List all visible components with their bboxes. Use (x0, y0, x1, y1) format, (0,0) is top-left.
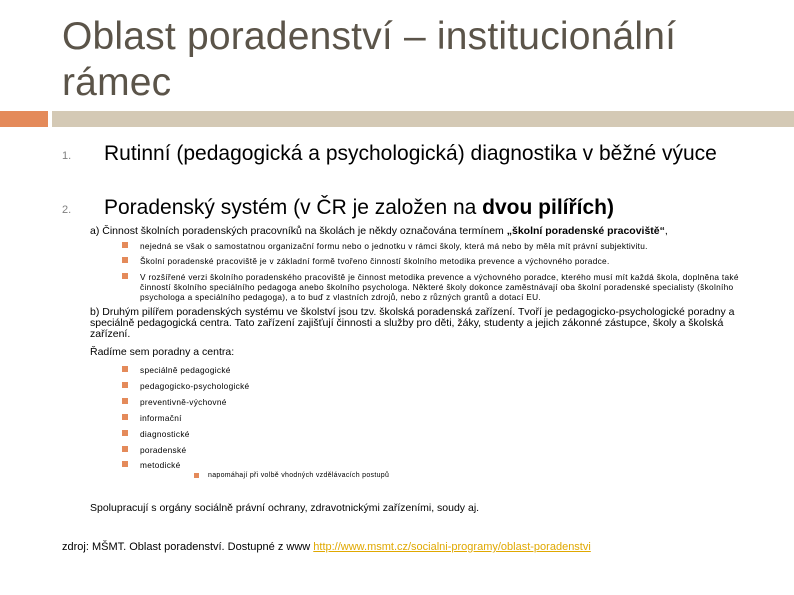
item-number: 1. (62, 150, 72, 162)
bullet-icon (122, 461, 128, 467)
item-text: Rutinní (pedagogická a psychologická) diagnostika v běžné výuce (104, 142, 717, 165)
bullet-icon (122, 257, 128, 263)
section-b-text: b) Druhým pilířem poradenských systému ve školství jsou tzv. školská poradenská zařízení. Tvoří je pedagogicko-psychologické poradny a speciálně pedagogická centra. Tato zařízení zajišťují činnosti a služby pro děti, žáky, studenty a jejich zákonné zástupce, školy a školská zařízení. (90, 306, 735, 340)
bullet-icon (122, 273, 128, 279)
bullet-icon (122, 366, 128, 372)
item-text-plain: Poradenský systém (v ČR je založen na (104, 196, 483, 219)
cooperation-note: Spolupracují s orgány sociálně právní ochrany, zdravotnickými zařízeními, soudy aj. (90, 502, 480, 514)
bullet-icon (194, 473, 199, 478)
centre-type: pedagogicko-psychologické (140, 381, 250, 391)
section-a-bullet: nejedná se však o samostatnou organizační formu nebo o jednotku v rámci školy, která má nebo by měla mít právní subjektivitu. (140, 241, 648, 251)
item-number: 2. (62, 204, 72, 216)
section-a-bullet: V rozšířené verzi školního poradenského pracoviště je činnost metodika prevence a výchovného poradce, kterého musí mít každá škola, doplněna také činností školního speciálního pedagoga anebo školního psychologa. Některé školy dokonce zaměstnávají oba školní poradenské specialisty (školního psychologa a speciálního pedagoga), a to buď z vlastních zdrojů, nebo z různých grantů a dotací EU. (140, 272, 739, 302)
section-b-intro: Řadíme sem poradny a centra: (90, 346, 235, 358)
slide-title: Oblast poradenství – institucionální rámec (62, 15, 677, 104)
section-a-heading (90, 226, 790, 237)
accent-bar (0, 111, 48, 127)
section-a-bullet: Školní poradenské pracoviště je v základní formě tvořeno činností školního metodika prevence a výchovného poradce. (140, 256, 610, 266)
bullet-icon (122, 242, 128, 248)
centre-type: informační (140, 413, 182, 423)
item-text-bold: dvou pilířích) (482, 196, 614, 219)
title-rule (52, 111, 794, 127)
centre-type: diagnostické (140, 429, 190, 439)
source-citation (62, 541, 591, 553)
section-a-text: a) Činnost školních poradenských pracovníků na školách je někdy označována termínem (90, 225, 507, 237)
section-a-post: , (664, 225, 668, 237)
centre-type: preventivně-výchovné (140, 397, 227, 407)
source-link[interactable]: http://www.msmt.cz/socialni-programy/oblast-poradenstvi (313, 541, 591, 553)
centre-type: speciálně pedagogické (140, 365, 231, 375)
centre-sub-item: napomáhají při volbě vhodných vzdělávacích postupů (208, 472, 390, 479)
bullet-icon (122, 430, 128, 436)
section-a-term: „školní poradenské pracoviště“ (506, 225, 665, 237)
source-label: zdroj: MŠMT. Oblast poradenství. Dostupné z www (62, 541, 314, 553)
bullet-icon (122, 414, 128, 420)
bullet-icon (122, 382, 128, 388)
item-text (104, 198, 764, 217)
centre-type: poradenské (140, 445, 187, 455)
bullet-icon (122, 398, 128, 404)
centre-type: metodické (140, 460, 181, 470)
bullet-icon (122, 446, 128, 452)
